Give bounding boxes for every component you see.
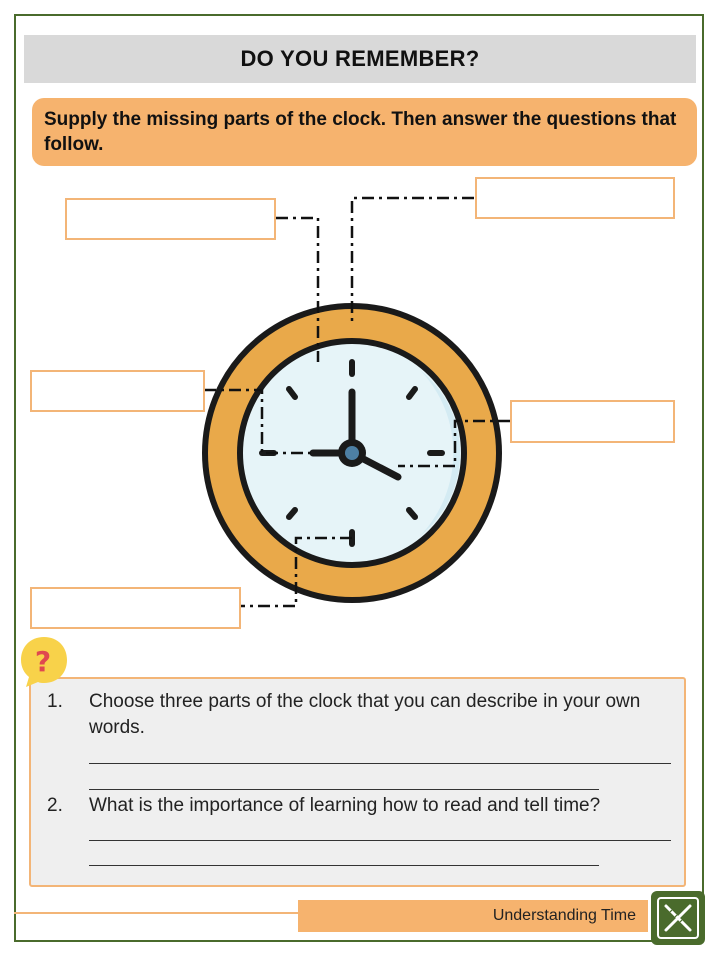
svg-text:?: ? [34,645,52,678]
question-mark-icon [16,633,72,691]
footer-label: Understanding Time [492,907,636,924]
label-box-middle-left[interactable] [30,370,205,412]
label-box-top-left[interactable] [65,198,276,240]
page-title: DO YOU REMEMBER? [24,35,696,83]
questions-panel [29,677,686,887]
answer-line[interactable] [89,865,599,866]
footer-tab [298,900,648,932]
question-number: 1. [47,691,63,712]
instruction-banner: Supply the missing parts of the clock. Then answer the questions that follow. [32,98,697,166]
pencil-ruler-icon [651,891,705,945]
question-text: What is the importance of learning how to read and tell time? [89,795,601,816]
answer-line[interactable] [89,840,671,841]
answer-line[interactable] [89,789,599,790]
label-box-middle-right[interactable] [510,400,675,443]
answer-line[interactable] [89,763,671,764]
label-box-bottom-left[interactable] [30,587,241,629]
question-text: Choose three parts of the clock that you can describe in your own words. [89,691,641,738]
label-box-top-right[interactable] [475,177,675,219]
question-number: 2. [47,795,63,816]
footer-rule [14,912,300,914]
